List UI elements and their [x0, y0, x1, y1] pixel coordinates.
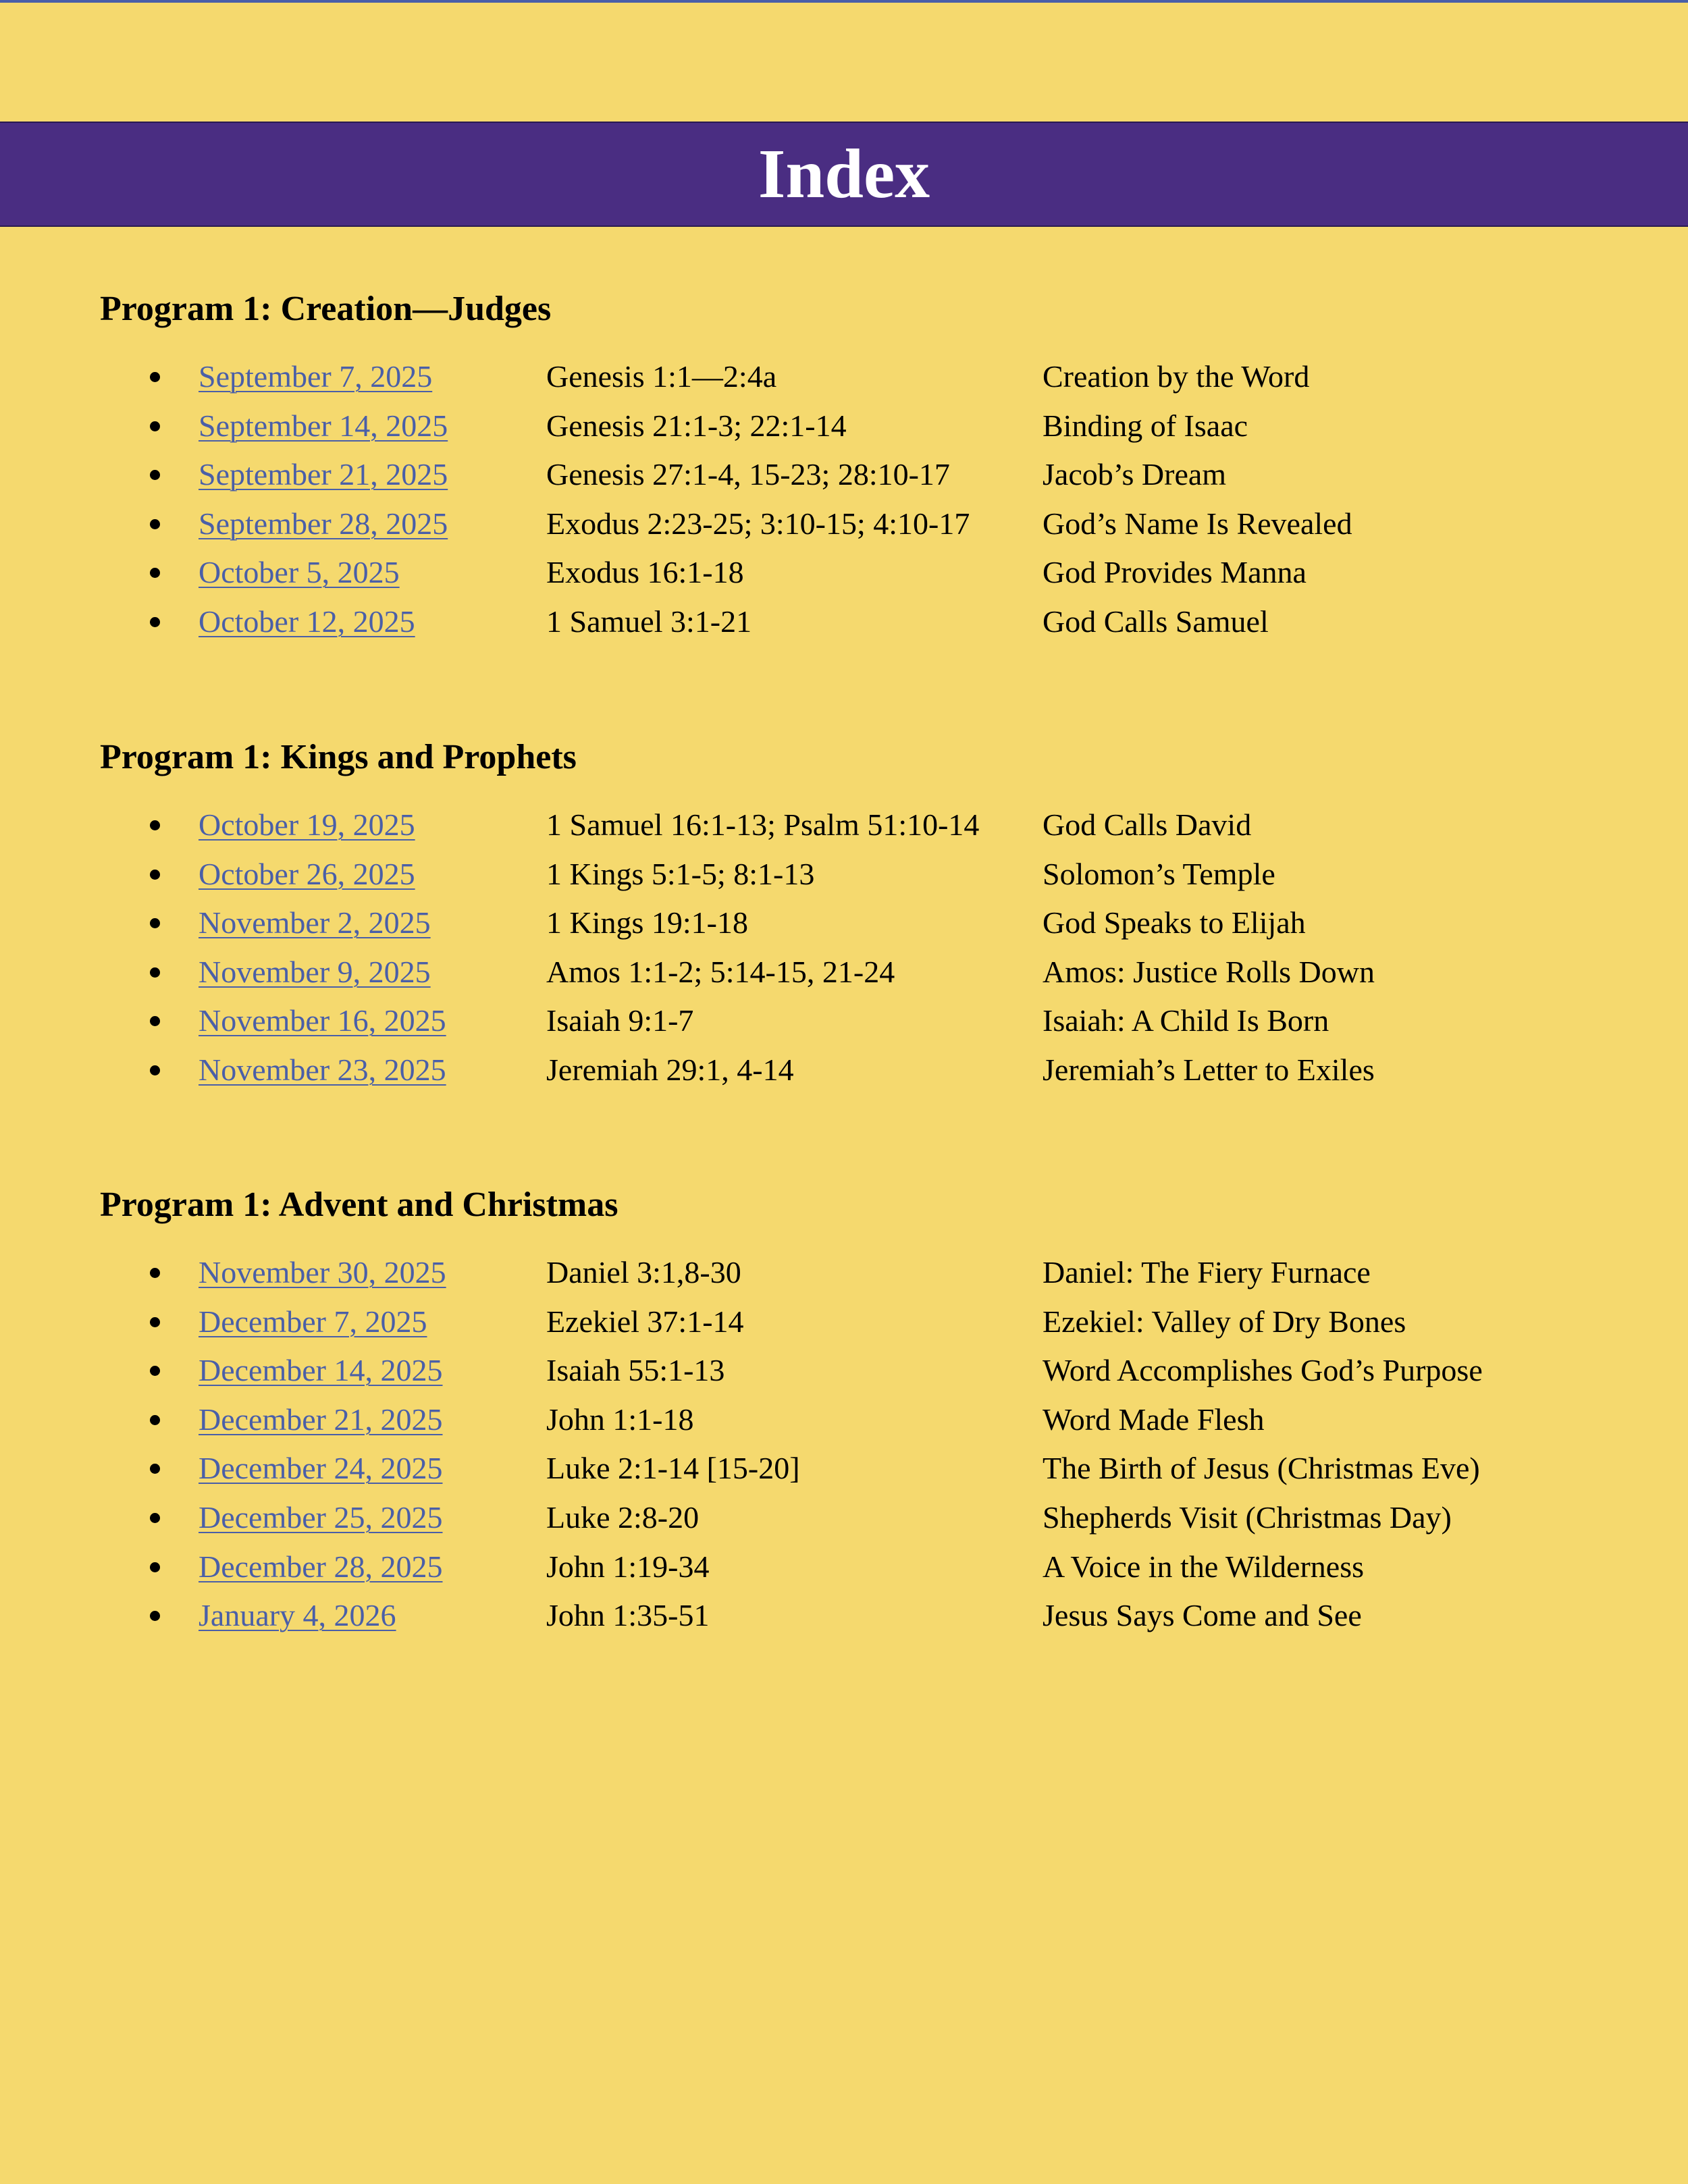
page-title: Index [758, 135, 930, 213]
date-link[interactable]: December 25, 2025 [199, 1499, 443, 1535]
scripture-passage: Genesis 1:1—2:4a [546, 359, 777, 394]
section-heading: Program 1: Advent and Christmas [100, 1186, 618, 1224]
lesson-title: Word Made Flesh [1043, 1402, 1265, 1437]
scripture-passage: 1 Samuel 16:1-13; Psalm 51:10-14 [546, 807, 980, 842]
lesson-title: Binding of Isaac [1043, 408, 1248, 443]
date-link[interactable]: October 26, 2025 [199, 856, 415, 891]
scripture-passage: Luke 2:1-14 [15-20] [546, 1451, 800, 1486]
lesson-title: A Voice in the Wilderness [1043, 1549, 1364, 1584]
scripture-passage: John 1:19-34 [546, 1549, 710, 1584]
list-item [100, 1346, 1619, 1395]
list-item [100, 948, 1619, 997]
scripture-passage: Luke 2:8-20 [546, 1499, 700, 1535]
bullet-icon [150, 1611, 160, 1621]
date-link[interactable]: September 7, 2025 [199, 359, 433, 394]
lesson-title: Ezekiel: Valley of Dry Bones [1043, 1304, 1406, 1339]
list-item [100, 402, 1619, 451]
lesson-title: God Calls Samuel [1043, 604, 1269, 639]
date-link[interactable]: November 9, 2025 [199, 954, 431, 989]
scripture-passage: Ezekiel 37:1-14 [546, 1304, 744, 1339]
list-item [100, 1444, 1619, 1493]
lesson-title: Jeremiah’s Letter to Exiles [1043, 1052, 1375, 1087]
lesson-title: God’s Name Is Revealed [1043, 506, 1352, 541]
bullet-icon [150, 568, 160, 578]
bullet-icon [150, 870, 160, 880]
section-heading: Program 1: Creation—Judges [100, 290, 552, 328]
list-item [100, 1395, 1619, 1445]
bullet-icon [150, 820, 160, 830]
bullet-icon [150, 918, 160, 928]
bullet-icon [150, 1464, 160, 1474]
bullet-icon [150, 1016, 160, 1026]
list-item [100, 801, 1619, 850]
date-link[interactable]: September 14, 2025 [199, 408, 448, 443]
lesson-title: God Provides Manna [1043, 555, 1307, 590]
bullet-icon [150, 470, 160, 480]
bullet-icon [150, 1562, 160, 1572]
lesson-list [100, 1248, 1619, 1641]
lesson-list [100, 801, 1619, 1095]
lesson-title: Amos: Justice Rolls Down [1043, 954, 1375, 989]
bullet-icon [150, 617, 160, 627]
lesson-title: God Calls David [1043, 807, 1252, 842]
scripture-passage: 1 Kings 5:1-5; 8:1-13 [546, 856, 815, 891]
section-creation-judges [100, 292, 1619, 647]
date-link[interactable]: December 28, 2025 [199, 1549, 443, 1584]
list-item [100, 450, 1619, 500]
bullet-icon [150, 519, 160, 529]
lesson-title: Jacob’s Dream [1043, 457, 1227, 492]
list-item [100, 1493, 1619, 1543]
scripture-passage: Genesis 27:1-4, 15-23; 28:10-17 [546, 457, 950, 492]
date-link[interactable]: September 21, 2025 [199, 457, 448, 492]
date-link[interactable]: December 21, 2025 [199, 1402, 443, 1437]
date-link[interactable]: November 2, 2025 [199, 905, 431, 940]
list-item [100, 1543, 1619, 1592]
bullet-icon [150, 1065, 160, 1075]
scripture-passage: Isaiah 9:1-7 [546, 1003, 694, 1038]
date-link[interactable]: October 12, 2025 [199, 604, 415, 639]
date-link[interactable]: December 14, 2025 [199, 1353, 443, 1388]
lesson-title: Daniel: The Fiery Furnace [1043, 1255, 1371, 1289]
list-item [100, 850, 1619, 899]
lesson-title: Isaiah: A Child Is Born [1043, 1003, 1329, 1038]
scripture-passage: 1 Samuel 3:1-21 [546, 604, 752, 639]
date-link[interactable]: November 16, 2025 [199, 1003, 446, 1038]
date-link[interactable]: October 5, 2025 [199, 555, 400, 590]
date-link[interactable]: October 19, 2025 [199, 807, 415, 842]
scripture-passage: John 1:1-18 [546, 1402, 694, 1437]
list-item [100, 1046, 1619, 1095]
scripture-passage: Genesis 21:1-3; 22:1-14 [546, 408, 847, 443]
date-link[interactable]: December 7, 2025 [199, 1304, 427, 1339]
list-item [100, 352, 1619, 402]
scripture-passage: 1 Kings 19:1-18 [546, 905, 748, 940]
date-link[interactable]: September 28, 2025 [199, 506, 448, 541]
bullet-icon [150, 967, 160, 978]
section-advent-christmas [100, 1188, 1619, 1641]
top-rule [0, 0, 1688, 3]
date-link[interactable]: January 4, 2026 [199, 1598, 396, 1633]
bullet-icon [150, 1415, 160, 1425]
list-item [100, 597, 1619, 647]
section-heading: Program 1: Kings and Prophets [100, 738, 577, 776]
bullet-icon [150, 1268, 160, 1278]
list-item [100, 1298, 1619, 1347]
bullet-icon [150, 1317, 160, 1327]
lesson-title: Solomon’s Temple [1043, 856, 1275, 891]
list-item [100, 899, 1619, 948]
lesson-title: Word Accomplishes God’s Purpose [1043, 1353, 1483, 1388]
lesson-title: Creation by the Word [1043, 359, 1310, 394]
lesson-title: Jesus Says Come and See [1043, 1598, 1362, 1633]
lesson-title: God Speaks to Elijah [1043, 905, 1306, 940]
scripture-passage: Isaiah 55:1-13 [546, 1353, 725, 1388]
bullet-icon [150, 372, 160, 382]
scripture-passage: Exodus 16:1-18 [546, 555, 744, 590]
scripture-passage: Amos 1:1-2; 5:14-15, 21-24 [546, 954, 895, 989]
bullet-icon [150, 1366, 160, 1376]
scripture-passage: Daniel 3:1,8-30 [546, 1255, 741, 1289]
list-item [100, 1591, 1619, 1641]
list-item [100, 996, 1619, 1046]
list-item [100, 1248, 1619, 1298]
date-link[interactable]: November 23, 2025 [199, 1052, 446, 1087]
title-banner [0, 122, 1688, 227]
list-item [100, 500, 1619, 549]
date-link[interactable]: November 30, 2025 [199, 1255, 446, 1289]
scripture-passage: Jeremiah 29:1, 4-14 [546, 1052, 794, 1087]
list-item [100, 548, 1619, 597]
lesson-list [100, 352, 1619, 647]
lesson-title: Shepherds Visit (Christmas Day) [1043, 1499, 1452, 1535]
scripture-passage: John 1:35-51 [546, 1598, 710, 1633]
scripture-passage: Exodus 2:23-25; 3:10-15; 4:10-17 [546, 506, 970, 541]
section-kings-prophets [100, 740, 1619, 1095]
lesson-title: The Birth of Jesus (Christmas Eve) [1043, 1451, 1480, 1486]
date-link[interactable]: December 24, 2025 [199, 1451, 443, 1486]
bullet-icon [150, 1513, 160, 1523]
bullet-icon [150, 421, 160, 431]
